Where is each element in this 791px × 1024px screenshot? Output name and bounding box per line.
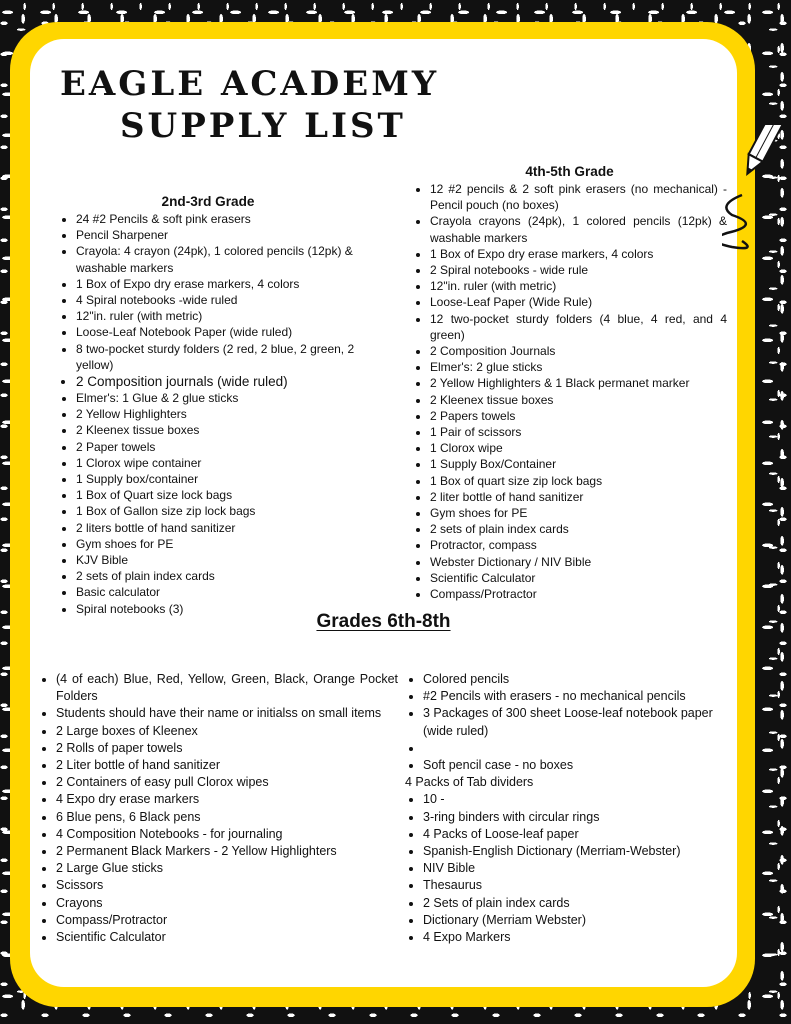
list-item: • 3 Packages of 300 sheet Loose-leaf notebook paper (wide ruled) [423, 705, 730, 739]
list-item: • Students should have their name or initialss on small items [56, 705, 398, 722]
list-item: • 4 Expo Markers [423, 929, 730, 946]
list-item: • Dictionary (Merriam Webster) [423, 912, 730, 929]
list-item [423, 740, 730, 757]
list-item: • 6 Blue pens, 6 Black pens [56, 809, 398, 826]
list-item: • 2 Spiral notebooks - wide rule [430, 262, 727, 278]
list-item: • 10 - [423, 791, 730, 808]
list-item: • 4 Expo dry erase markers [56, 791, 398, 808]
list-item: • Basic calculator [76, 584, 358, 600]
list-item: • 2 Composition journals (wide ruled) [76, 373, 358, 390]
list-item: • #2 Pencils with erasers - no mechanical pencils [423, 688, 730, 705]
list-item: • Loose-Leaf Notebook Paper (wide ruled) [76, 324, 358, 340]
grade-6-8-left-column [38, 671, 398, 946]
list-item: • 2 liters bottle of hand sanitizer [76, 520, 358, 536]
list-item: • 12 #2 pencils & 2 soft pink erasers (no mechanical) - Pencil pouch (no boxes) [430, 181, 727, 213]
list-item: • 4 Packs of Loose-leaf paper [423, 826, 730, 843]
title-line-2: SUPPLY LIST [120, 106, 406, 146]
grade-2-3-section [58, 193, 358, 617]
list-item: • 1 Clorox wipe [430, 440, 727, 456]
list-item: • 2 Liter bottle of hand sanitizer [56, 757, 398, 774]
list-item: • 2 Large boxes of Kleenex [56, 723, 398, 740]
grade-4-5-heading: 4th-5th Grade [525, 164, 614, 179]
list-item: • 2 Sets of plain index cards [423, 895, 730, 912]
list-item: • 2 Large Glue sticks [56, 860, 398, 877]
list-item: • 2 Kleenex tissue boxes [76, 422, 358, 438]
list-item: • (4 of each) Blue, Red, Yellow, Green, Black, Orange Pocket Folders [56, 671, 398, 705]
list-item: • Compass/Protractor [430, 586, 727, 602]
list-item: • Gym shoes for PE [76, 536, 358, 552]
list-item: • 24 #2 Pencils & soft pink erasers [76, 211, 358, 227]
list-item: • Loose-Leaf Paper (Wide Rule) [430, 294, 727, 310]
list-item: • 2 sets of plain index cards [430, 521, 727, 537]
list-item: • 2 Kleenex tissue boxes [430, 392, 727, 408]
grade-4-5-list [412, 181, 727, 602]
list-item: • Webster Dictionary / NIV Bible [430, 554, 727, 570]
list-item: • Colored pencils [423, 671, 730, 688]
list-item: • KJV Bible [76, 552, 358, 568]
list-item: • 2 sets of plain index cards [76, 568, 358, 584]
list-item: • 1 Box of quart size zip lock bags [430, 473, 727, 489]
list-item: • Spiral notebooks (3) [76, 601, 358, 617]
grade-6-8-right-list-b [405, 791, 730, 946]
list-item: • 2 liter bottle of hand sanitizer [430, 489, 727, 505]
list-item: • NIV Bible [423, 860, 730, 877]
grade-4-5-section [412, 163, 727, 602]
list-item: • Scientific Calculator [56, 929, 398, 946]
list-item: • Protractor, compass [430, 537, 727, 553]
list-item: • 2 Paper towels [76, 439, 358, 455]
list-item: • 2 Papers towels [430, 408, 727, 424]
grade-6-8-heading [30, 611, 737, 633]
tab-dividers-line: 4 Packs of Tab dividers [405, 775, 534, 790]
list-item: • 12"in. ruler (with metric) [76, 308, 358, 324]
list-item: • 2 Permanent Black Markers - 2 Yellow Highlighters [56, 843, 398, 860]
list-item: • 1 Box of Expo dry erase markers, 4 colors [76, 276, 358, 292]
list-item: • 2 Rolls of paper towels [56, 740, 398, 757]
list-item: • 1 Clorox wipe container [76, 455, 358, 471]
list-item: • 4 Spiral notebooks -wide ruled [76, 292, 358, 308]
list-item: • 8 two-pocket sturdy folders (2 red, 2 blue, 2 green, 2 yellow) [76, 341, 358, 373]
list-item: • 4 Composition Notebooks - for journaling [56, 826, 398, 843]
title-line-1: EAGLE ACADEMY [60, 64, 440, 104]
list-item: • 2 Composition Journals [430, 343, 727, 359]
grade-2-3-list [58, 211, 358, 617]
list-item: • Scissors [56, 877, 398, 894]
grade-6-8-right-column [405, 671, 730, 946]
list-item: • 1 Supply box/container [76, 471, 358, 487]
list-item: • Crayons [56, 895, 398, 912]
list-item: • 12 two-pocket sturdy folders (4 blue, 4 red, and 4 green) [430, 311, 727, 343]
list-item: • Soft pencil case - no boxes [423, 757, 730, 774]
list-item: • 1 Box of Expo dry erase markers, 4 colors [430, 246, 727, 262]
list-item: • 2 Containers of easy pull Clorox wipes [56, 774, 398, 791]
list-item: • 12"in. ruler (with metric) [430, 278, 727, 294]
list-item: • Thesaurus [423, 877, 730, 894]
list-item: • Spanish-English Dictionary (Merriam-Webster) [423, 843, 730, 860]
supply-list-page [30, 39, 737, 987]
grade-6-8-right-list-a [405, 671, 730, 774]
list-item: • Gym shoes for PE [430, 505, 727, 521]
list-item: • 1 Supply Box/Container [430, 456, 727, 472]
grade-2-3-heading: 2nd-3rd Grade [161, 194, 255, 209]
list-item: • Crayola crayons (24pk), 1 colored pencils (12pk) & washable markers [430, 213, 727, 245]
grade-6-8-left-list [38, 671, 398, 946]
list-item: • 1 Box of Quart size lock bags [76, 487, 358, 503]
pencil-doodle-icon [722, 125, 782, 255]
list-item: • 2 Yellow Highlighters [76, 406, 358, 422]
list-item: • Pencil Sharpener [76, 227, 358, 243]
list-item: • Compass/Protractor [56, 912, 398, 929]
list-item: • 1 Box of Gallon size zip lock bags [76, 503, 358, 519]
list-item: • Scientific Calculator [430, 570, 727, 586]
list-item: • Crayola: 4 crayon (24pk), 1 colored pencils (12pk) & washable markers [76, 243, 358, 275]
list-item: • 2 Yellow Highlighters & 1 Black permanet marker [430, 375, 727, 391]
list-item: • 1 Pair of scissors [430, 424, 727, 440]
list-item: • 3-ring binders with circular rings [423, 809, 730, 826]
list-item: • Elmer's: 2 glue sticks [430, 359, 727, 375]
grade-6-8-heading-text: Grades 6th-8th [316, 611, 451, 632]
list-item: • Elmer's: 1 Glue & 2 glue sticks [76, 390, 358, 406]
